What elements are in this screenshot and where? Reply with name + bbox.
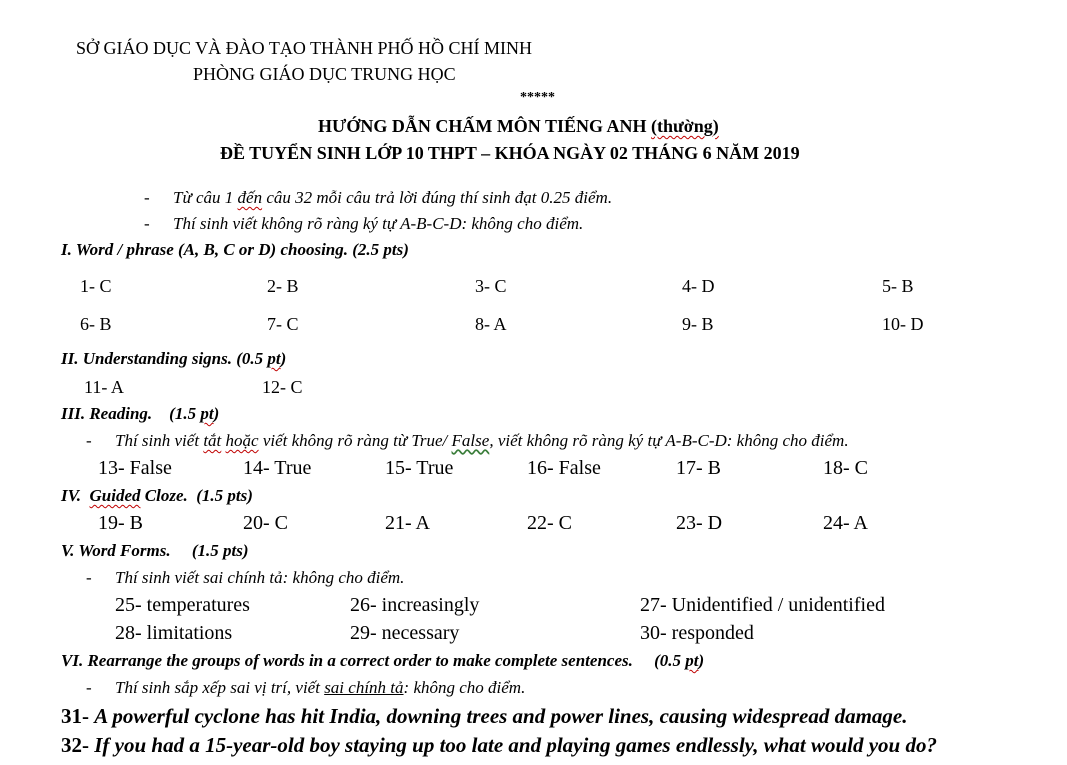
department-line-1: SỞ GIÁO DỤC VÀ ĐÀO TẠO THÀNH PHỐ HỒ CHÍ MINH: [76, 38, 533, 58]
answer-21: 21- A: [385, 512, 430, 534]
general-note-2: Thí sinh viết không rõ ràng ký tự A-B-C-D: không cho điểm.: [173, 214, 584, 233]
general-note-bullet: -: [144, 214, 150, 233]
department-line-2: PHÒNG GIÁO DỤC TRUNG HỌC: [193, 64, 456, 84]
answer-19: 19- B: [98, 512, 143, 534]
note-text: Thí sinh viết: [115, 431, 204, 450]
note-marked-word: đến: [237, 188, 263, 207]
section-4-title: [61, 486, 253, 506]
section-title-text: ): [280, 349, 287, 368]
answer-16: 16- False: [527, 457, 601, 479]
answer-28: 28- limitations: [115, 622, 233, 644]
section-6-note: [115, 678, 525, 698]
note-text: Thí sinh sắp xếp sai vị trí, viết: [115, 678, 325, 697]
answer-29: 29- necessary: [350, 622, 460, 644]
answer-6: 6- B: [80, 314, 112, 334]
answer-2: 2- B: [267, 276, 299, 296]
title-main: HƯỚNG DẪN CHẤM MÔN TIẾNG ANH: [318, 116, 651, 136]
answer-18: 18- C: [823, 457, 868, 479]
section-title-text: II. Understanding signs. (0.5: [61, 349, 268, 368]
answer-4: 4- D: [682, 276, 715, 296]
section-title-text: IV.: [61, 486, 90, 505]
answer-sentence: If you had a 15-year-old boy staying up too late and playing games endlessly, what would you do?: [94, 733, 937, 757]
answer-14: 14- True: [243, 457, 312, 479]
note-text: , viết không rõ ràng ký tự A-B-C-D: không cho điểm.: [489, 431, 849, 450]
answer-5: 5- B: [882, 276, 914, 296]
answer-7: 7- C: [267, 314, 299, 334]
answer-24: 24- A: [823, 512, 868, 534]
answer-31: [61, 704, 908, 729]
answer-23: 23- D: [676, 512, 723, 534]
section-title-marked: Guided: [89, 486, 141, 505]
note-marked-word: False: [451, 431, 490, 450]
answer-22: 22- C: [527, 512, 572, 534]
answer-25: 25- temperatures: [115, 594, 250, 616]
section-5-note-bullet: -: [86, 568, 92, 587]
answer-26: 26- increasingly: [350, 594, 480, 616]
section-title-text: Cloze. (1.5 pts): [140, 486, 253, 505]
section-title-marked: pt: [267, 349, 281, 368]
answer-number: 31-: [61, 704, 95, 728]
answer-1: 1- C: [80, 276, 112, 296]
general-note-bullet: -: [144, 188, 150, 207]
document-title: [318, 116, 719, 137]
answer-32: [61, 733, 937, 758]
section-title-text: VI. Rearrange the groups of words in a correct order to make complete sentences. (0.5: [61, 651, 686, 670]
answer-15: 15- True: [385, 457, 454, 479]
answer-17: 17- B: [676, 457, 721, 479]
note-text: : không cho điểm.: [403, 678, 526, 697]
note-text: Từ câu 1: [173, 188, 238, 207]
section-5-note: Thí sinh viết sai chính tả: không cho điểm.: [115, 568, 405, 587]
section-3-title: [61, 404, 219, 424]
answer-27: 27- Unidentified / unidentified: [640, 594, 885, 616]
note-marked-word: sai chính tả: [324, 678, 404, 697]
note-text: viết không rõ ràng từ True/: [258, 431, 452, 450]
general-note-1: [173, 188, 612, 208]
answer-10: 10- D: [882, 314, 924, 334]
answer-8: 8- A: [475, 314, 507, 334]
section-1-title: I. Word / phrase (A, B, C or D) choosing. (2.5 pts): [61, 240, 409, 259]
section-3-note: [115, 431, 849, 451]
title-paren: (thường): [651, 116, 719, 136]
note-marked-word: tắt: [203, 431, 222, 450]
answer-9: 9- B: [682, 314, 714, 334]
section-2-title: [61, 349, 286, 369]
section-title-marked: pt: [200, 404, 214, 423]
answer-sentence: A powerful cyclone has hit India, downing trees and power lines, causing widespread damage.: [94, 704, 908, 728]
note-marked-word: hoặc: [225, 431, 259, 450]
separator-stars: *****: [520, 90, 555, 105]
answer-number: 32-: [61, 733, 95, 757]
section-6-note-bullet: -: [86, 678, 92, 697]
section-5-title: V. Word Forms. (1.5 pts): [61, 541, 249, 560]
answer-11: 11- A: [84, 377, 124, 397]
answer-20: 20- C: [243, 512, 288, 534]
note-text: câu 32 mỗi câu trả lời đúng thí sinh đạt 0.25 điểm.: [262, 188, 613, 207]
answer-3: 3- C: [475, 276, 507, 296]
document-subtitle: ĐỀ TUYỂN SINH LỚP 10 THPT – KHÓA NGÀY 02 THÁNG 6 NĂM 2019: [220, 143, 800, 163]
answer-12: 12- C: [262, 377, 303, 397]
section-title-text: III. Reading. (1.5: [61, 404, 201, 423]
section-3-note-bullet: -: [86, 431, 92, 450]
answer-30: 30- responded: [640, 622, 754, 644]
answer-13: 13- False: [98, 457, 172, 479]
section-6-title: [61, 651, 704, 671]
section-title-text: ): [698, 651, 705, 670]
section-title-marked: pt: [685, 651, 699, 670]
section-title-text: ): [213, 404, 220, 423]
